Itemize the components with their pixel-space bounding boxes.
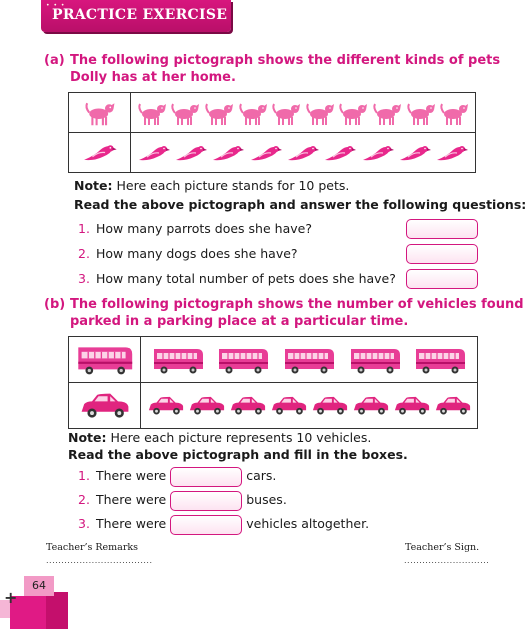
part-a-heading [44, 52, 501, 88]
question-1 [78, 219, 312, 239]
note-label: Note: [68, 430, 107, 445]
page-number: 64 [24, 576, 54, 596]
question-3 [78, 269, 396, 289]
answer-box-2[interactable] [406, 244, 478, 264]
bus-label-cell [69, 343, 140, 376]
sign-line: ............................ [404, 556, 490, 565]
car-icon [311, 395, 349, 416]
part-a-note [74, 178, 349, 193]
fill-3 [78, 514, 369, 534]
bus-row [141, 337, 477, 382]
pets-pictograph [68, 92, 476, 173]
part-b-line2: parked in a parking place at a particular time. [70, 314, 409, 329]
dog-icon [204, 100, 234, 126]
dog-icon [137, 100, 167, 126]
part-a-instruction: Read the above pictograph and answer the following questions: [74, 197, 526, 212]
fill-2 [78, 490, 287, 510]
fill-number: 2. [78, 492, 90, 507]
parrot-icon [137, 142, 171, 164]
car-icon [434, 395, 472, 416]
part-b-line1: The following pictograph shows the number of vehicles found [70, 297, 524, 312]
fill-after: cars. [246, 468, 277, 483]
plus-decoration-icon: + [4, 588, 18, 607]
part-b-instruction: Read the above pictograph and fill in the boxes. [68, 447, 408, 462]
answer-box-1[interactable] [406, 219, 478, 239]
dog-icon [238, 100, 268, 126]
fill-before: There were [96, 516, 167, 531]
parrot-icon [174, 142, 208, 164]
bus-icon [413, 345, 467, 375]
car-icon [229, 395, 267, 416]
parrot-icon [286, 142, 320, 164]
fill-after: vehicles altogether. [246, 516, 370, 531]
bus-icon [348, 345, 402, 375]
fill-before: There were [96, 492, 167, 507]
dog-icon [406, 100, 436, 126]
parrot-icon [398, 142, 432, 164]
parrot-label-cell [69, 141, 130, 164]
car-icon [352, 395, 390, 416]
part-b-tag: (b) [44, 297, 66, 312]
bus-icon [75, 343, 134, 376]
part-b-note [68, 430, 371, 445]
teachers-sign-label: Teacher’s Sign. [405, 542, 480, 553]
parrot-row [131, 133, 475, 172]
note-label: Note: [74, 178, 113, 193]
note-text: Here each picture stands for 10 pets. [116, 178, 350, 193]
question-text: How many total number of pets does she have? [96, 271, 396, 286]
question-number: 3. [78, 271, 90, 286]
answer-box-3[interactable] [406, 269, 478, 289]
vehicles-pictograph [68, 336, 478, 429]
question-2 [78, 244, 298, 264]
dog-icon [338, 100, 368, 126]
question-number: 1. [78, 221, 90, 236]
dog-label-cell [69, 99, 130, 126]
part-a-line1: The following pictograph shows the different kinds of pets [70, 53, 501, 68]
question-number: 2. [78, 246, 90, 261]
question-text: How many parrots does she have? [96, 221, 312, 236]
dog-icon [372, 100, 402, 126]
parrot-icon [249, 142, 283, 164]
fill-box-3[interactable] [170, 515, 242, 535]
car-icon [393, 395, 431, 416]
parrot-icon [435, 142, 469, 164]
parrot-icon [361, 142, 395, 164]
note-text: Here each picture represents 10 vehicles. [110, 430, 372, 445]
parrot-icon [82, 141, 118, 164]
fill-1 [78, 466, 276, 486]
car-row [141, 383, 477, 428]
bus-icon [282, 345, 336, 375]
car-icon [79, 391, 131, 420]
dog-icon [305, 100, 335, 126]
dog-row [131, 93, 475, 132]
fill-before: There were [96, 468, 167, 483]
part-a-tag: (a) [44, 53, 65, 68]
dog-icon [439, 100, 469, 126]
part-b-heading [44, 296, 524, 332]
exercise-title: PRACTICE EXERCISE 64 [52, 7, 253, 23]
question-text: How many dogs does she have? [96, 246, 298, 261]
part-a-line2: Dolly has at her home. [70, 70, 236, 85]
header-decoration: • • • [46, 2, 66, 9]
car-icon [188, 395, 226, 416]
dog-icon [271, 100, 301, 126]
dog-icon [170, 100, 200, 126]
teachers-remarks-label: Teacher’s Remarks [46, 542, 139, 553]
car-label-cell [69, 391, 140, 420]
dog-icon [84, 99, 116, 126]
fill-number: 1. [78, 468, 90, 483]
fill-after: buses. [246, 492, 287, 507]
corner-decoration-dark [46, 592, 68, 629]
car-icon [270, 395, 308, 416]
fill-box-1[interactable] [170, 467, 242, 487]
parrot-icon [211, 142, 245, 164]
bus-icon [216, 345, 270, 375]
remarks-line: ................................... [46, 556, 153, 565]
fill-box-2[interactable] [170, 491, 242, 511]
parrot-icon [323, 142, 357, 164]
fill-number: 3. [78, 516, 90, 531]
car-icon [147, 395, 185, 416]
exercise-header [41, 0, 253, 32]
bus-icon [151, 345, 205, 375]
